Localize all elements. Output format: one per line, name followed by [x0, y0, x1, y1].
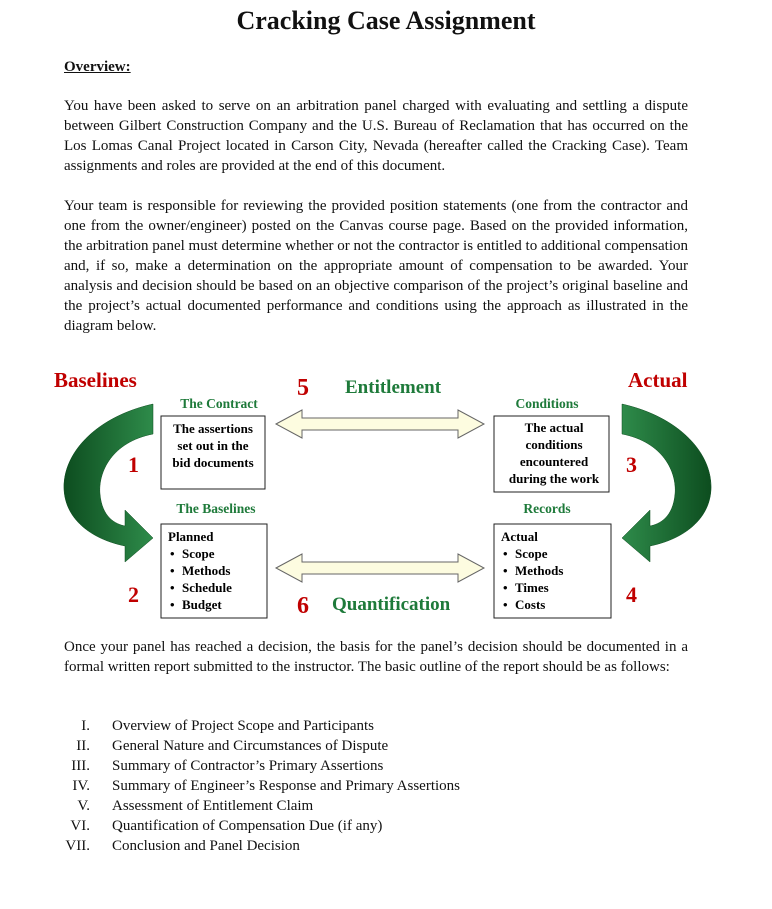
outline-number: I.: [81, 718, 90, 734]
actual-item-4: Costs: [515, 597, 546, 612]
conditions-line-1: The actual: [524, 420, 584, 435]
entitlement-number: 5: [297, 375, 309, 401]
actual-item-3: Times: [515, 580, 549, 595]
baselines-header: The Baselines: [176, 501, 256, 516]
step-4-number: 4: [626, 582, 637, 607]
actual-title: Actual: [501, 529, 538, 544]
quantification-number: 6: [297, 593, 309, 619]
outline-text: Assessment of Entitlement Claim: [112, 798, 314, 814]
outline-item: [40, 756, 460, 776]
planned-item-3: Schedule: [182, 580, 232, 595]
actual-bullet-1: •: [503, 546, 508, 561]
approach-diagram: [50, 362, 720, 624]
planned-bullet-2: •: [170, 563, 175, 578]
outline-text: Conclusion and Panel Decision: [112, 838, 300, 854]
actual-item-2: Methods: [515, 563, 564, 578]
planned-bullet-1: •: [170, 546, 175, 561]
outline-text: Quantification of Compensation Due (if any): [112, 818, 383, 834]
outline-number: VII.: [65, 838, 90, 854]
outline-number: III.: [71, 758, 90, 774]
outline-text: Summary of Contractor’s Primary Assertions: [112, 758, 384, 774]
outline-item: [40, 776, 460, 796]
outline-item: [40, 736, 460, 756]
page-title: Cracking Case Assignment: [236, 6, 536, 35]
outline-text: Summary of Engineer’s Response and Primary Assertions: [112, 778, 461, 794]
quantification-label: Quantification: [332, 594, 451, 615]
outline-number: VI.: [70, 818, 90, 834]
step-2-number: 2: [128, 582, 139, 607]
contract-line-3: bid documents: [172, 455, 254, 470]
planned-title: Planned: [168, 529, 214, 544]
conditions-header: Conditions: [515, 396, 579, 411]
contract-line-1: The assertions: [173, 421, 253, 436]
actual-label: Actual: [628, 368, 688, 392]
outline-item: [40, 716, 460, 736]
outline-item: [40, 836, 460, 856]
report-outline: [40, 716, 460, 856]
entitlement-label: Entitlement: [345, 377, 442, 398]
step-1-number: 1: [128, 452, 139, 477]
planned-item-4: Budget: [182, 597, 222, 612]
actual-bullet-3: •: [503, 580, 508, 595]
outline-item: [40, 816, 460, 836]
contract-line-2: set out in the: [177, 438, 249, 453]
planned-bullet-4: •: [170, 597, 175, 612]
actual-bullet-4: •: [503, 597, 508, 612]
baselines-label: Baselines: [54, 368, 137, 392]
outline-number: II.: [76, 738, 90, 754]
planned-bullet-3: •: [170, 580, 175, 595]
actual-bullet-2: •: [503, 563, 508, 578]
conditions-line-3: encountered: [519, 454, 589, 469]
actual-item-1: Scope: [515, 546, 548, 561]
report-paragraph: Once your panel has reached a decision, the basis for the panel’s decision should be documented in a formal written report submitted to the instructor. The basic outline of the report should be as follows:: [64, 639, 688, 675]
records-header: Records: [523, 501, 571, 516]
outline-text: General Nature and Circumstances of Dispute: [112, 738, 389, 754]
quantification-double-arrow: [276, 554, 484, 582]
contract-header: The Contract: [180, 396, 258, 411]
planned-item-2: Methods: [182, 563, 231, 578]
outline-item: [40, 796, 460, 816]
entitlement-double-arrow: [276, 410, 484, 438]
intro-paragraph: You have been asked to serve on an arbitration panel charged with evaluating and settling a dispute between Gilbert Construction Company and the U.S. Bureau of Reclamation that has occurred on the Los Lomas Canal Project located in Carson City, Nevada (hereafter called the Cracking Case). Team assignments and roles are provided at the end of this document.: [64, 98, 688, 174]
planned-item-1: Scope: [182, 546, 215, 561]
step-3-number: 3: [626, 452, 637, 477]
left-curved-arrow: [64, 404, 153, 562]
responsibility-paragraph: Your team is responsible for reviewing the provided position statements (one from the contractor and one from the owner/engineer) posted on the Canvas course page. Based on the provided information, the arbitration panel must determine whether or not the contractor is entitled to additional compensation and, if so, make a determination on the appropriate amount of compensation to be awarded. Your analysis and decision should be based on an objective comparison of the project’s original baseline and the project’s actual documented performance and conditions using the approach as illustrated in the diagram below.: [64, 198, 688, 334]
outline-text: Overview of Project Scope and Participants: [112, 718, 375, 734]
overview-heading: Overview:: [64, 59, 131, 75]
outline-number: IV.: [72, 778, 90, 794]
conditions-line-2: conditions: [525, 437, 583, 452]
right-curved-arrow: [622, 404, 711, 562]
outline-number: V.: [77, 798, 90, 814]
conditions-line-4: during the work: [508, 471, 600, 486]
